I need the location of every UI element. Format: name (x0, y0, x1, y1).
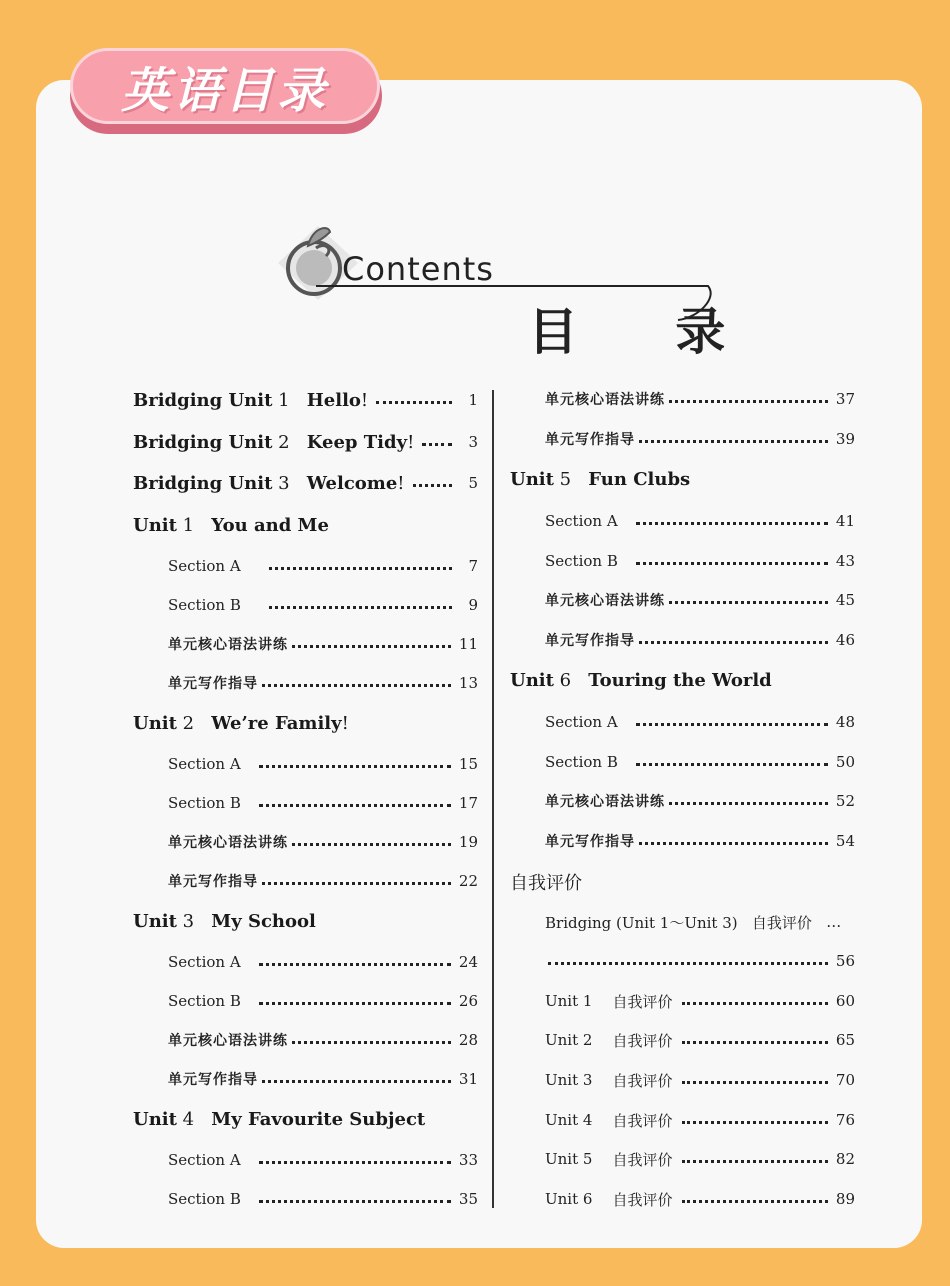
unit-label: Unit 6 (545, 1190, 593, 1208)
unit-number: 1 (182, 514, 195, 536)
self-eval-label: 自我评价 (612, 1190, 673, 1209)
toc-row[interactable] (545, 1188, 855, 1210)
dot-leader (682, 1160, 827, 1163)
unit-title: Keep Tidy (306, 431, 408, 453)
page-number: 60 (835, 992, 855, 1010)
page-number: 45 (835, 591, 855, 609)
toc-row[interactable] (545, 751, 855, 773)
dot-leader: … (826, 913, 842, 931)
section-label: 单元写作指导 (168, 874, 258, 890)
toc-row[interactable] (168, 1188, 478, 1210)
page-number: 48 (835, 713, 855, 731)
page-number: 52 (835, 792, 855, 810)
page-number: 15 (458, 755, 478, 773)
section-label: Section B (168, 1190, 241, 1208)
toc-unit-2-heading[interactable] (133, 711, 349, 735)
section-label: 单元核心语法讲练 (545, 593, 665, 609)
column-divider (492, 390, 494, 1208)
toc-unit-4-heading[interactable] (133, 1107, 425, 1131)
dot-leader (639, 641, 828, 644)
page-number: 24 (458, 953, 478, 971)
unit-title: Hello (306, 389, 361, 411)
section-label: Section A (168, 557, 241, 575)
section-label: Section B (168, 794, 241, 812)
toc-row[interactable] (168, 1149, 478, 1171)
unit-label: Unit (133, 712, 177, 734)
page-number: 65 (835, 1031, 855, 1049)
toc-row[interactable] (168, 672, 478, 694)
dot-leader (682, 1200, 827, 1203)
toc-row[interactable] (545, 550, 855, 572)
page-number: 39 (835, 430, 855, 448)
dot-leader (669, 601, 828, 604)
dot-leader (422, 443, 452, 446)
dot-leader (682, 1081, 827, 1084)
toc-unit-6-heading[interactable] (510, 668, 772, 692)
section-label: Section B (545, 552, 618, 570)
page-number: 46 (835, 631, 855, 649)
unit-label: Unit (510, 669, 554, 691)
dot-leader (669, 400, 828, 403)
page-number: 37 (835, 390, 855, 408)
page-number: 26 (458, 992, 478, 1010)
page-number: 11 (458, 635, 478, 653)
dot-leader (669, 802, 828, 805)
page-number: 22 (458, 872, 478, 890)
dot-leader (259, 963, 451, 966)
toc-row-bridging-3[interactable] (133, 471, 478, 495)
toc-row[interactable] (545, 428, 855, 450)
unit-label: Unit (510, 468, 554, 490)
section-label: Section A (545, 512, 618, 530)
section-label: Section A (168, 953, 241, 971)
section-label: 单元核心语法讲练 (168, 1033, 288, 1049)
unit-label: Unit 4 (545, 1111, 593, 1129)
toc-row[interactable] (168, 1029, 478, 1051)
unit-number: 4 (182, 1108, 195, 1130)
page-number: 28 (458, 1031, 478, 1049)
self-eval-label: 自我评价 (612, 1111, 673, 1130)
toc-row[interactable] (545, 510, 855, 532)
dot-leader (413, 484, 452, 487)
page-number: 5 (468, 474, 478, 492)
section-label: 单元写作指导 (545, 834, 635, 850)
unit-title: My Favourite Subject (211, 1108, 426, 1130)
header-badge (70, 48, 380, 124)
toc-row[interactable] (168, 555, 478, 577)
toc-row[interactable] (545, 790, 855, 812)
unit-label: Unit 5 (545, 1150, 593, 1168)
dot-leader (548, 962, 828, 965)
unit-label: Unit (133, 910, 177, 932)
dot-leader (259, 804, 451, 807)
unit-punct: ! (397, 472, 405, 494)
dot-leader (636, 562, 828, 565)
unit-label: Unit 3 (545, 1071, 593, 1089)
unit-title: My School (211, 910, 316, 932)
dot-leader (636, 522, 828, 525)
toc-row[interactable] (168, 633, 478, 655)
section-label: 单元核心语法讲练 (168, 835, 288, 851)
toc-row[interactable] (168, 870, 478, 892)
unit-number: 3 (278, 472, 290, 494)
section-label: 单元核心语法讲练 (545, 392, 665, 408)
toc-row[interactable] (545, 1029, 855, 1051)
unit-title: Touring the World (588, 669, 772, 691)
mulu-title: 目 录 (528, 302, 766, 361)
unit-number: 5 (559, 468, 572, 490)
unit-title: Fun Clubs (588, 468, 691, 490)
dot-leader (639, 440, 828, 443)
dot-leader (259, 1002, 451, 1005)
toc-row[interactable] (545, 990, 855, 1012)
dot-leader (376, 401, 452, 404)
unit-number: 2 (278, 431, 290, 453)
section-label: Section A (168, 755, 241, 773)
dot-leader (269, 606, 452, 609)
section-label: 单元写作指导 (168, 676, 258, 692)
section-label: 单元写作指导 (545, 432, 635, 448)
toc-row[interactable] (168, 831, 478, 853)
self-eval-bridging-row[interactable] (545, 911, 841, 933)
page-number: 9 (468, 596, 478, 614)
section-label: 单元写作指导 (545, 633, 635, 649)
page-number: 33 (458, 1151, 478, 1169)
toc-row[interactable] (545, 629, 855, 651)
unit-label: Unit 1 (545, 992, 593, 1010)
page-number: 3 (468, 433, 478, 451)
section-label: 单元核心语法讲练 (168, 637, 288, 653)
toc-row[interactable] (545, 1109, 855, 1131)
section-label: Section A (545, 713, 618, 731)
section-label: Section B (545, 753, 618, 771)
toc-row[interactable] (545, 830, 855, 852)
section-label: Section A (168, 1151, 241, 1169)
self-eval-heading[interactable]: 自我评价 (510, 873, 582, 894)
unit-number: 6 (559, 669, 572, 691)
dot-leader (262, 1080, 451, 1083)
unit-title: We’re Family (211, 712, 342, 734)
toc-row[interactable] (545, 388, 855, 410)
page-number: 7 (468, 557, 478, 575)
dot-leader (269, 567, 452, 570)
page-number: 70 (835, 1071, 855, 1089)
dot-leader (292, 645, 451, 648)
self-eval-label: 自我评价 (612, 992, 673, 1011)
page-number: 31 (458, 1070, 478, 1088)
page-number: 41 (835, 512, 855, 530)
unit-label: Bridging Unit (133, 389, 273, 411)
page-number: 1 (468, 391, 478, 409)
toc-row[interactable] (545, 711, 855, 733)
unit-label: Unit (133, 514, 177, 536)
dot-leader (259, 1161, 451, 1164)
dot-leader (682, 1041, 827, 1044)
toc-unit-1-heading[interactable] (133, 513, 329, 537)
page-number: 19 (458, 833, 478, 851)
dot-leader (259, 765, 451, 768)
dot-leader (292, 1041, 451, 1044)
dot-leader (262, 882, 451, 885)
toc-row[interactable] (168, 951, 478, 973)
page-number: 82 (835, 1150, 855, 1168)
toc-row[interactable] (168, 753, 478, 775)
toc-row[interactable] (545, 589, 855, 611)
dot-leader (259, 1200, 451, 1203)
dot-leader (636, 723, 828, 726)
section-label: 单元写作指导 (168, 1072, 258, 1088)
toc-row[interactable] (545, 1069, 855, 1091)
self-eval-bridging-label: Bridging (Unit 1～Unit 3) (545, 913, 738, 932)
unit-number: 1 (278, 389, 290, 411)
self-eval-label: 自我评价 (612, 1150, 673, 1169)
section-label: 单元核心语法讲练 (545, 794, 665, 810)
page-number: 56 (835, 952, 855, 970)
toc-row[interactable] (168, 1068, 478, 1090)
section-label: Section B (168, 596, 241, 614)
page-number: 54 (835, 832, 855, 850)
dot-leader (639, 842, 828, 845)
dot-leader (292, 843, 451, 846)
toc-row[interactable] (545, 1148, 855, 1170)
self-eval-label: 自我评价 (751, 913, 812, 932)
self-eval-label: 自我评价 (612, 1031, 673, 1050)
page-number: 43 (835, 552, 855, 570)
unit-punct: ! (341, 712, 349, 734)
toc-unit-3-heading[interactable] (133, 909, 316, 933)
page-number: 89 (835, 1190, 855, 1208)
badge-title: 英语目录 (120, 62, 329, 119)
toc-row[interactable] (168, 990, 478, 1012)
page-number: 17 (458, 794, 478, 812)
unit-title: Welcome (306, 472, 398, 494)
toc-row[interactable] (168, 594, 478, 616)
contents-title: Contents (342, 250, 494, 288)
unit-title: You and Me (211, 514, 329, 536)
unit-number: 2 (182, 712, 195, 734)
page-number: 76 (835, 1111, 855, 1129)
section-label: Section B (168, 992, 241, 1010)
self-eval-bridging-page-row[interactable] (548, 950, 855, 972)
toc-row[interactable] (168, 792, 478, 814)
self-eval-label: 自我评价 (612, 1071, 673, 1090)
toc-unit-5-heading[interactable] (510, 467, 690, 491)
toc-row-bridging-2[interactable] (133, 430, 478, 454)
toc-row-bridging-1[interactable] (133, 388, 478, 412)
unit-number: 3 (182, 910, 195, 932)
unit-punct: ! (360, 389, 369, 411)
unit-label: Unit (133, 1108, 177, 1130)
unit-label: Bridging Unit (133, 472, 273, 494)
dot-leader (682, 1121, 827, 1124)
dot-leader (636, 763, 828, 766)
dot-leader (262, 684, 451, 687)
unit-punct: ! (407, 431, 415, 453)
dot-leader (682, 1002, 827, 1005)
unit-label: Bridging Unit (133, 431, 273, 453)
page-number: 13 (458, 674, 478, 692)
page-number: 50 (835, 753, 855, 771)
page-number: 35 (458, 1190, 478, 1208)
unit-label: Unit 2 (545, 1031, 593, 1049)
